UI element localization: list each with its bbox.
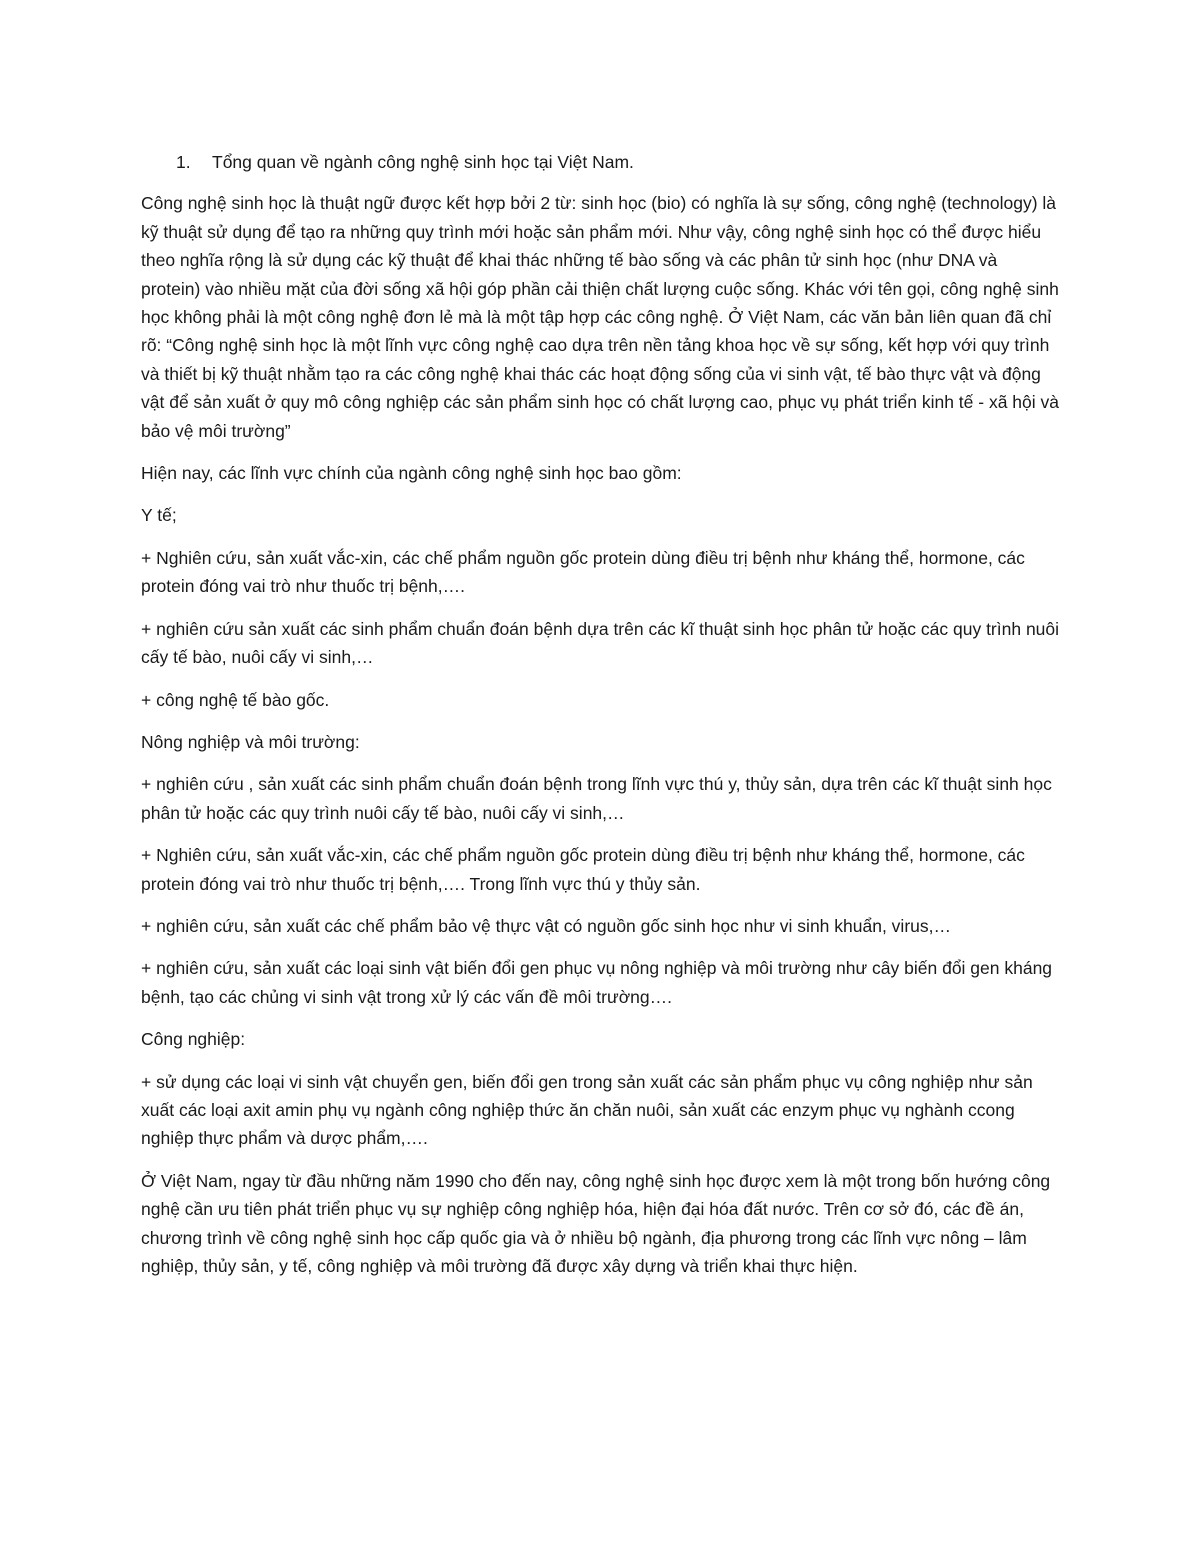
list-item: + sử dụng các loại vi sinh vật chuyển gen, biến đổi gen trong sản xuất các sản phẩm phục vụ công nghiệp như sản xuất các loại axit amin phụ vụ ngành công nghiệp thức ăn chăn nuôi, sản xuất các enzym phục vụ nghành ccong nghiệp thực phẩm và dược phẩm,…. (141, 1071, 1033, 1149)
section-label-industry: Công nghiệp: (141, 1029, 246, 1050)
section-label-agriculture: Nông nghiệp và môi trường: (141, 731, 360, 752)
list-item: + nghiên cứu sản xuất các sinh phẩm chuẩn đoán bệnh dựa trên các kĩ thuật sinh học phân tử hoặc các quy trình nuôi cấy tế bào, nuôi cấy vi sinh,… (141, 618, 1060, 668)
list-item: + nghiên cứu , sản xuất các sinh phẩm chuẩn đoán bệnh trong lĩnh vực thú y, thủy sản, dựa trên các kĩ thuật sinh học phân tử hoặc các quy trình nuôi cấy tế bào, nuôi cấy vi sinh,… (141, 774, 1052, 823)
list-item: + Nghiên cứu, sản xuất vắc-xin, các chế phẩm nguồn gốc protein dùng điều trị bệnh như kháng thể, hormone, các protein đóng vai trò như thuốc trị bệnh,…. Trong lĩnh vực thú y thủy sản. (141, 845, 1025, 894)
heading-number: 1. (176, 152, 191, 172)
list-item: + Nghiên cứu, sản xuất vắc-xin, các chế phẩm nguồn gốc protein dùng điều trị bệnh như kháng thể, hormone, các protein đóng vai trò như thuốc trị bệnh,…. (141, 547, 1025, 597)
paragraph-fields-intro: Hiện nay, các lĩnh vực chính của ngành công nghệ sinh học bao gồm: (141, 463, 682, 484)
section-heading (141, 148, 1060, 176)
list-item: + nghiên cứu, sản xuất các chế phẩm bảo vệ thực vật có nguồn gốc sinh học như vi sinh khuẩn, virus,… (141, 915, 951, 936)
heading-text: Tổng quan về ngành công nghệ sinh học tại Việt Nam. (212, 152, 634, 172)
paragraph-definition: Công nghệ sinh học là thuật ngữ được kết hợp bởi 2 từ: sinh học (bio) có nghĩa là sự sống, công nghệ (technology) là kỹ thuật sử dụng để tạo ra những quy trình mới hoặc sản phẩm mới. Như vậy, công nghệ sinh học có thể được hiểu theo nghĩa rộng là sử dụng các kỹ thuật để khai thác những tế bào sống và các phân tử sinh học (như DNA và protein) vào nhiều mặt của đời sống xã hội góp phần cải thiện chất lượng cuộc sống. Khác với tên gọi, công nghệ sinh học không phải là một công nghệ đơn lẻ mà là một tập hợp các công nghệ. Ở Việt Nam, các văn bản liên quan đã chỉ rõ: “Công nghệ sinh học là một lĩnh vực công nghệ cao dựa trên nền tảng khoa học về sự sống, kết hợp với quy trình và thiết bị kỹ thuật nhằm tạo ra các công nghệ khai thác các hoạt động sống của vi sinh vật, tế bào thực vật và động vật để sản xuất ở quy mô công nghiệp các sản phẩm sinh học có chất lượng cao, phục vụ phát triển kinh tế - xã hội và bảo vệ môi trường” (141, 193, 1059, 441)
list-item: + nghiên cứu, sản xuất các loại sinh vật biến đổi gen phục vụ nông nghiệp và môi trường như cây biến đổi gen kháng bệnh, tạo các chủng vi sinh vật trong xử lý các vấn đề môi trường…. (141, 958, 1053, 1007)
paragraph-vietnam-history: Ở Việt Nam, ngay từ đầu những năm 1990 cho đến nay, công nghệ sinh học được xem là một trong bốn hướng công nghệ cần ưu tiên phát triển phục vụ sự nghiệp công nghiệp hóa, hiện đại hóa đất nước. Trên cơ sở đó, các đề án, chương trình về công nghệ sinh học cấp quốc gia và ở nhiều bộ ngành, địa phương trong các lĩnh vực nông – lâm nghiệp, thủy sản, y tế, công nghiệp và môi trường đã được xây dựng và triển khai thực hiện. (141, 1170, 1051, 1276)
list-item: + công nghệ tế bào gốc. (141, 689, 330, 710)
section-label-health: Y tế; (141, 505, 177, 526)
